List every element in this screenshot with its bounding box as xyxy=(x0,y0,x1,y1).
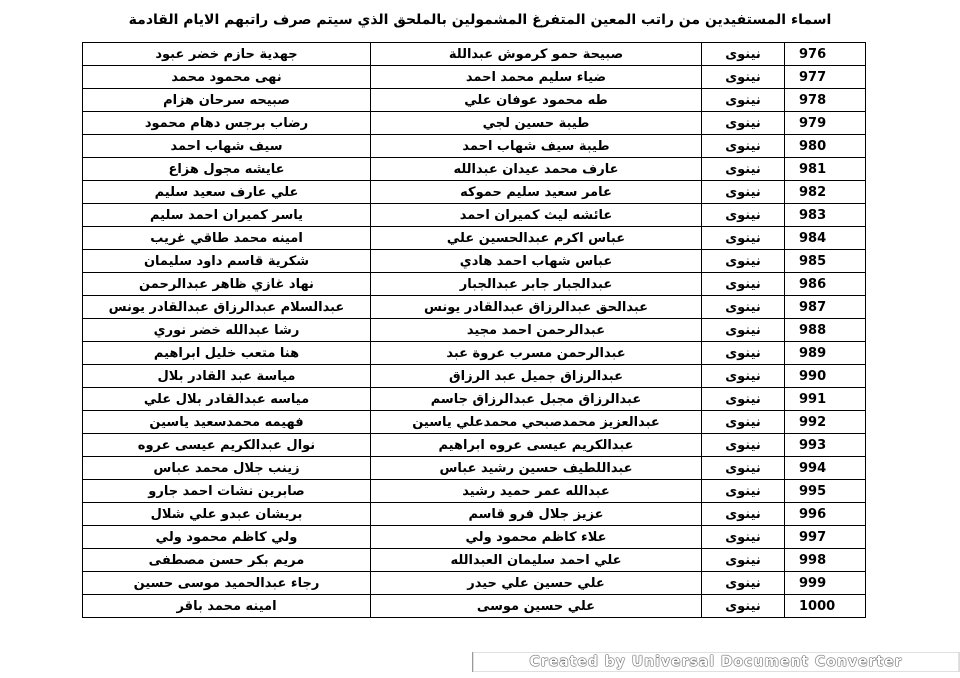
beneficiary-name-cell: عبدالله عمر حميد رشيد xyxy=(371,480,702,503)
second-name-cell: مريم بكر حسن مصطفى xyxy=(83,549,371,572)
second-name-cell: رشا عبدالله خضر نوري xyxy=(83,319,371,342)
row-number: 988 xyxy=(785,319,866,342)
row-number: 985 xyxy=(785,250,866,273)
second-name-cell: هنا متعب خليل ابراهيم xyxy=(83,342,371,365)
beneficiary-name-cell: عامر سعيد سليم حموكه xyxy=(371,181,702,204)
table-row xyxy=(83,227,866,250)
governorate-cell: نينوى xyxy=(702,342,785,365)
row-number: 984 xyxy=(785,227,866,250)
beneficiary-name-cell: طه محمود عوفان علي xyxy=(371,89,702,112)
governorate-cell: نينوى xyxy=(702,181,785,204)
beneficiary-name-cell: عبدالجبار جابر عبدالجبار xyxy=(371,273,702,296)
table-row xyxy=(83,457,866,480)
second-name-cell: شكرية قاسم داود سليمان xyxy=(83,250,371,273)
row-number: 993 xyxy=(785,434,866,457)
beneficiary-name-cell: علي احمد سليمان العبدالله xyxy=(371,549,702,572)
beneficiary-name-cell: طيبة حسين لجي xyxy=(371,112,702,135)
second-name-cell: عبدالسلام عبدالرزاق عبدالقادر يونس xyxy=(83,296,371,319)
governorate-cell: نينوى xyxy=(702,365,785,388)
second-name-cell: ولي كاظم محمود ولي xyxy=(83,526,371,549)
beneficiaries-table xyxy=(82,42,866,618)
governorate-cell: نينوى xyxy=(702,273,785,296)
beneficiary-name-cell: عائشه ليث كميران احمد xyxy=(371,204,702,227)
row-number: 995 xyxy=(785,480,866,503)
second-name-cell: بريشان عبدو علي شلال xyxy=(83,503,371,526)
table-row xyxy=(83,66,866,89)
table-row xyxy=(83,388,866,411)
table-row xyxy=(83,319,866,342)
row-number: 998 xyxy=(785,549,866,572)
table-row xyxy=(83,503,866,526)
table-row xyxy=(83,526,866,549)
governorate-cell: نينوى xyxy=(702,526,785,549)
governorate-cell: نينوى xyxy=(702,158,785,181)
beneficiary-name-cell: علي حسين موسى xyxy=(371,595,702,618)
beneficiary-name-cell: علاء كاظم محمود ولي xyxy=(371,526,702,549)
governorate-cell: نينوى xyxy=(702,204,785,227)
row-number: 994 xyxy=(785,457,866,480)
row-number: 982 xyxy=(785,181,866,204)
second-name-cell: رضاب برجس دهام محمود xyxy=(83,112,371,135)
beneficiary-name-cell: صبيحة حمو كرموش عبداللة xyxy=(371,43,702,66)
row-number: 990 xyxy=(785,365,866,388)
row-number: 980 xyxy=(785,135,866,158)
second-name-cell: فهيمه محمدسعيد ياسين xyxy=(83,411,371,434)
beneficiary-name-cell: عباس اكرم عبدالحسين علي xyxy=(371,227,702,250)
governorate-cell: نينوى xyxy=(702,66,785,89)
table-row xyxy=(83,342,866,365)
table-row xyxy=(83,411,866,434)
second-name-cell: مياسة عبد القادر بلال xyxy=(83,365,371,388)
second-name-cell: نوال عبدالكريم عيسى عروه xyxy=(83,434,371,457)
second-name-cell: سيف شهاب احمد xyxy=(83,135,371,158)
table-row xyxy=(83,595,866,618)
governorate-cell: نينوى xyxy=(702,43,785,66)
governorate-cell: نينوى xyxy=(702,112,785,135)
beneficiary-name-cell: عبدالرحمن مسرب عروة عبد xyxy=(371,342,702,365)
row-number: 979 xyxy=(785,112,866,135)
beneficiary-name-cell: عبدالرزاق مجبل عبدالرزاق جاسم xyxy=(371,388,702,411)
second-name-cell: امينه محمد باقر xyxy=(83,595,371,618)
second-name-cell: عايشه مجول هزاع xyxy=(83,158,371,181)
second-name-cell: امينه محمد طاقي غريب xyxy=(83,227,371,250)
table-row xyxy=(83,549,866,572)
row-number: 989 xyxy=(785,342,866,365)
beneficiary-name-cell: عبدالكريم عيسى عروه ابراهيم xyxy=(371,434,702,457)
governorate-cell: نينوى xyxy=(702,480,785,503)
table-row xyxy=(83,250,866,273)
beneficiary-name-cell: طيبة سيف شهاب احمد xyxy=(371,135,702,158)
beneficiary-name-cell: عبدالحق عبدالرزاق عبدالقادر يونس xyxy=(371,296,702,319)
governorate-cell: نينوى xyxy=(702,411,785,434)
second-name-cell: جهدية حازم خضر عبود xyxy=(83,43,371,66)
beneficiary-name-cell: عبداللطيف حسين رشيد عباس xyxy=(371,457,702,480)
second-name-cell: علي عارف سعيد سليم xyxy=(83,181,371,204)
governorate-cell: نينوى xyxy=(702,388,785,411)
second-name-cell: رجاء عبدالحميد موسى حسين xyxy=(83,572,371,595)
governorate-cell: نينوى xyxy=(702,434,785,457)
governorate-cell: نينوى xyxy=(702,135,785,158)
second-name-cell: صبيحه سرحان هزام xyxy=(83,89,371,112)
second-name-cell: مياسه عبدالقادر بلال علي xyxy=(83,388,371,411)
row-number: 978 xyxy=(785,89,866,112)
beneficiary-name-cell: علي حسين علي حيدر xyxy=(371,572,702,595)
row-number: 981 xyxy=(785,158,866,181)
row-number: 991 xyxy=(785,388,866,411)
table-row xyxy=(83,296,866,319)
row-number: 999 xyxy=(785,572,866,595)
table-row xyxy=(83,204,866,227)
governorate-cell: نينوى xyxy=(702,296,785,319)
governorate-cell: نينوى xyxy=(702,457,785,480)
table-row xyxy=(83,273,866,296)
table-row xyxy=(83,434,866,457)
table-row xyxy=(83,181,866,204)
beneficiary-name-cell: عباس شهاب احمد هادي xyxy=(371,250,702,273)
row-number: 987 xyxy=(785,296,866,319)
second-name-cell: زينب جلال محمد عباس xyxy=(83,457,371,480)
beneficiary-name-cell: عبدالرحمن احمد مجيد xyxy=(371,319,702,342)
second-name-cell: ياسر كميران احمد سليم xyxy=(83,204,371,227)
governorate-cell: نينوى xyxy=(702,595,785,618)
governorate-cell: نينوى xyxy=(702,250,785,273)
beneficiary-name-cell: عزيز جلال فرو قاسم xyxy=(371,503,702,526)
beneficiary-name-cell: عبدالعزيز محمدصبحي محمدعلي ياسين xyxy=(371,411,702,434)
table-row xyxy=(83,158,866,181)
table-body xyxy=(83,43,866,618)
table-row xyxy=(83,365,866,388)
table-row xyxy=(83,43,866,66)
row-number: 977 xyxy=(785,66,866,89)
governorate-cell: نينوى xyxy=(702,572,785,595)
second-name-cell: نهى محمود محمد xyxy=(83,66,371,89)
governorate-cell: نينوى xyxy=(702,319,785,342)
row-number: 986 xyxy=(785,273,866,296)
governorate-cell: نينوى xyxy=(702,549,785,572)
second-name-cell: نهاد غازي ظاهر عبدالرحمن xyxy=(83,273,371,296)
beneficiary-name-cell: ضياء سليم محمد احمد xyxy=(371,66,702,89)
beneficiary-name-cell: عارف محمد عيدان عبدالله xyxy=(371,158,702,181)
second-name-cell: صابرين نشات احمد جارو xyxy=(83,480,371,503)
row-number: 976 xyxy=(785,43,866,66)
row-number: 992 xyxy=(785,411,866,434)
table-row xyxy=(83,112,866,135)
governorate-cell: نينوى xyxy=(702,503,785,526)
row-number: 996 xyxy=(785,503,866,526)
governorate-cell: نينوى xyxy=(702,227,785,250)
converter-watermark: Created by Universal Document Converter xyxy=(472,652,959,672)
beneficiary-name-cell: عبدالرزاق جميل عبد الرزاق xyxy=(371,365,702,388)
row-number: 997 xyxy=(785,526,866,549)
table-row xyxy=(83,572,866,595)
row-number: 1000 xyxy=(785,595,866,618)
table-row xyxy=(83,89,866,112)
table-row xyxy=(83,135,866,158)
table-row xyxy=(83,480,866,503)
row-number: 983 xyxy=(785,204,866,227)
governorate-cell: نينوى xyxy=(702,89,785,112)
document-title: اسماء المستفيدين من راتب المعين المتفرغ المشمولين بالملحق الذي سيتم صرف راتبهم الايام القادمة xyxy=(128,12,832,28)
